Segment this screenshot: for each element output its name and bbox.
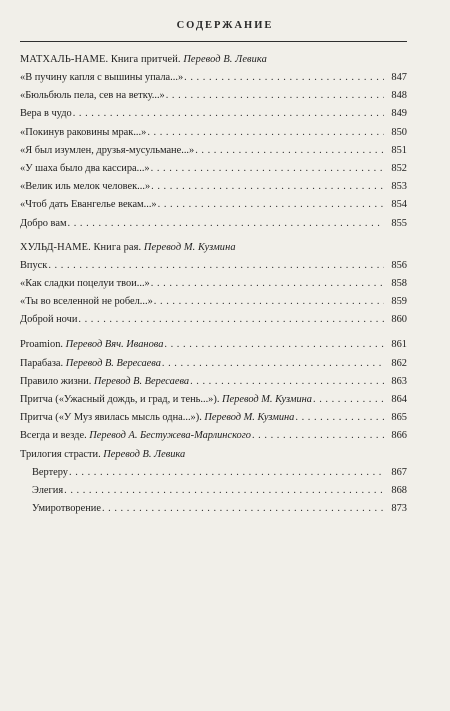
entry-title: «Бюльбюль пела, сев на ветку...» xyxy=(20,90,165,102)
section-translator: Перевод М. Кузмина xyxy=(143,241,236,253)
entry-title: «В пучину капля с вышины упала...» xyxy=(20,72,184,83)
toc-entry[interactable] xyxy=(20,215,407,233)
dot-leader xyxy=(69,464,384,482)
entry-title: Умиротворение xyxy=(32,503,101,515)
entry-page: 860 xyxy=(391,314,407,326)
toc-entry[interactable] xyxy=(20,373,407,391)
dot-leader xyxy=(73,105,384,123)
entry-page: 864 xyxy=(391,394,407,405)
entry-title: «Я был изумлен, друзья-мусульмане...» xyxy=(20,144,195,156)
entry-name: Парабаза. xyxy=(20,357,66,369)
toc-entry[interactable] xyxy=(20,311,407,329)
group-title xyxy=(20,446,185,464)
dot-leader xyxy=(195,142,384,160)
dot-leader xyxy=(190,373,384,391)
entry-name: Притча («У Муз явилась мысль одна...»). xyxy=(20,412,205,424)
group-name: Трилогия страсти. xyxy=(20,448,104,460)
entry-translator: Перевод М. Кузмина xyxy=(222,394,312,405)
toc-entry[interactable] xyxy=(20,196,407,214)
entry-title: Элегия xyxy=(32,484,64,496)
entry-translator: Перевод М. Кузмина xyxy=(204,412,295,424)
entry-name: Всегда и везде. xyxy=(20,430,90,442)
toc-entry[interactable] xyxy=(20,69,407,87)
entry-page: 861 xyxy=(391,339,407,351)
section-title-main: МАТХАЛЬ-НАМЕ. Книга притчей. xyxy=(20,54,184,65)
page-heading: СОДЕРЖАНИЕ xyxy=(176,20,274,31)
entry-title xyxy=(20,355,161,373)
entry-title: «У шаха было два кассира...» xyxy=(20,162,150,174)
entry-page: 866 xyxy=(391,430,407,442)
toc-entry[interactable] xyxy=(20,257,407,275)
entry-page: 865 xyxy=(391,412,407,424)
toc-entry[interactable] xyxy=(20,142,407,160)
entry-title xyxy=(20,409,294,427)
entry-page: 853 xyxy=(391,181,407,193)
entry-page: 862 xyxy=(391,357,407,369)
entry-title xyxy=(20,373,189,391)
toc-entry[interactable] xyxy=(20,293,407,311)
toc-entry[interactable] xyxy=(20,409,407,427)
spacer xyxy=(20,329,407,336)
dot-leader xyxy=(48,257,384,275)
entry-page: 850 xyxy=(391,126,407,138)
entry-title: Доброй ночи xyxy=(20,314,78,326)
entry-name: Правило жизни. xyxy=(20,375,94,387)
entry-title xyxy=(20,427,251,445)
dot-leader xyxy=(166,87,384,105)
dot-leader xyxy=(151,178,384,196)
entry-title: «Чтоб дать Евангелье векам...» xyxy=(20,199,157,211)
toc-entry[interactable] xyxy=(20,160,407,178)
toc-entry[interactable] xyxy=(20,336,407,354)
toc-entry[interactable] xyxy=(20,275,407,293)
entry-translator: Перевод В. Вересаева xyxy=(65,357,161,369)
dot-leader xyxy=(313,391,384,409)
table-of-contents xyxy=(20,51,407,518)
entry-page: 852 xyxy=(391,162,407,174)
entry-page: 873 xyxy=(391,503,407,515)
section-title-main: ХУЛЬД-НАМЕ. Книга рая. xyxy=(20,241,144,253)
entry-title xyxy=(20,391,312,409)
dot-leader xyxy=(164,336,384,354)
entry-name: Proamion. xyxy=(20,339,66,351)
toc-entry[interactable] xyxy=(20,427,407,445)
section-translator: Перевод В. Левика xyxy=(183,54,267,65)
entry-title: Вера в чудо xyxy=(20,108,72,120)
entry-page: 851 xyxy=(391,144,407,156)
entry-title: «Велик иль мелок человек...» xyxy=(20,181,151,193)
section-title xyxy=(20,239,407,257)
dot-leader xyxy=(68,215,384,233)
entry-page: 848 xyxy=(391,90,407,102)
entry-title: «Покинув раковины мрак...» xyxy=(20,126,147,138)
dot-leader xyxy=(158,196,384,214)
entry-title: «Ты во вселенной не робел...» xyxy=(20,296,153,308)
entry-title: «Как сладки поцелуи твои...» xyxy=(20,277,150,289)
toc-entry[interactable] xyxy=(20,500,407,518)
toc-entry[interactable] xyxy=(20,391,407,409)
dot-leader xyxy=(252,427,384,445)
entry-page: 867 xyxy=(391,466,407,478)
dot-leader xyxy=(151,160,384,178)
dot-leader xyxy=(184,69,384,87)
dot-leader xyxy=(295,409,384,427)
entry-page: 849 xyxy=(391,108,407,120)
toc-entry[interactable] xyxy=(20,178,407,196)
heading-rule xyxy=(20,41,407,42)
dot-leader xyxy=(154,293,384,311)
dot-leader xyxy=(151,275,384,293)
entry-translator: Перевод Вяч. Иванова xyxy=(65,339,164,351)
toc-entry[interactable] xyxy=(20,355,407,373)
toc-entry[interactable] xyxy=(20,105,407,123)
dot-leader xyxy=(102,500,384,518)
entry-page: 868 xyxy=(391,484,407,496)
entry-page: 855 xyxy=(391,217,407,229)
entry-title: Впуск xyxy=(20,259,48,271)
toc-group-title xyxy=(20,446,407,464)
group-translator: Перевод В. Левика xyxy=(103,448,186,460)
toc-entry[interactable] xyxy=(20,482,407,500)
toc-entry[interactable] xyxy=(20,464,407,482)
toc-entry[interactable] xyxy=(20,87,407,105)
entry-page: 856 xyxy=(391,259,407,271)
entry-page: 859 xyxy=(391,296,407,308)
entry-translator: Перевод В. Вересаева xyxy=(93,375,190,387)
dot-leader xyxy=(78,311,384,329)
toc-entry[interactable] xyxy=(20,124,407,142)
entry-title: Добро вам xyxy=(20,217,67,229)
dot-leader xyxy=(147,124,384,142)
entry-translator: Перевод А. Бестужева-Марлинского xyxy=(89,430,251,442)
entry-page: 858 xyxy=(391,277,407,289)
dot-leader xyxy=(64,482,384,500)
entry-title: Вертеру xyxy=(32,466,69,478)
entry-title xyxy=(20,336,163,354)
section-title xyxy=(20,51,407,69)
entry-name: Притча («Ужасный дождь, и град, и тень...»). xyxy=(20,394,223,405)
entry-page: 847 xyxy=(391,72,407,83)
entry-page: 863 xyxy=(391,375,407,387)
dot-leader xyxy=(162,355,384,373)
entry-page: 854 xyxy=(391,199,407,211)
